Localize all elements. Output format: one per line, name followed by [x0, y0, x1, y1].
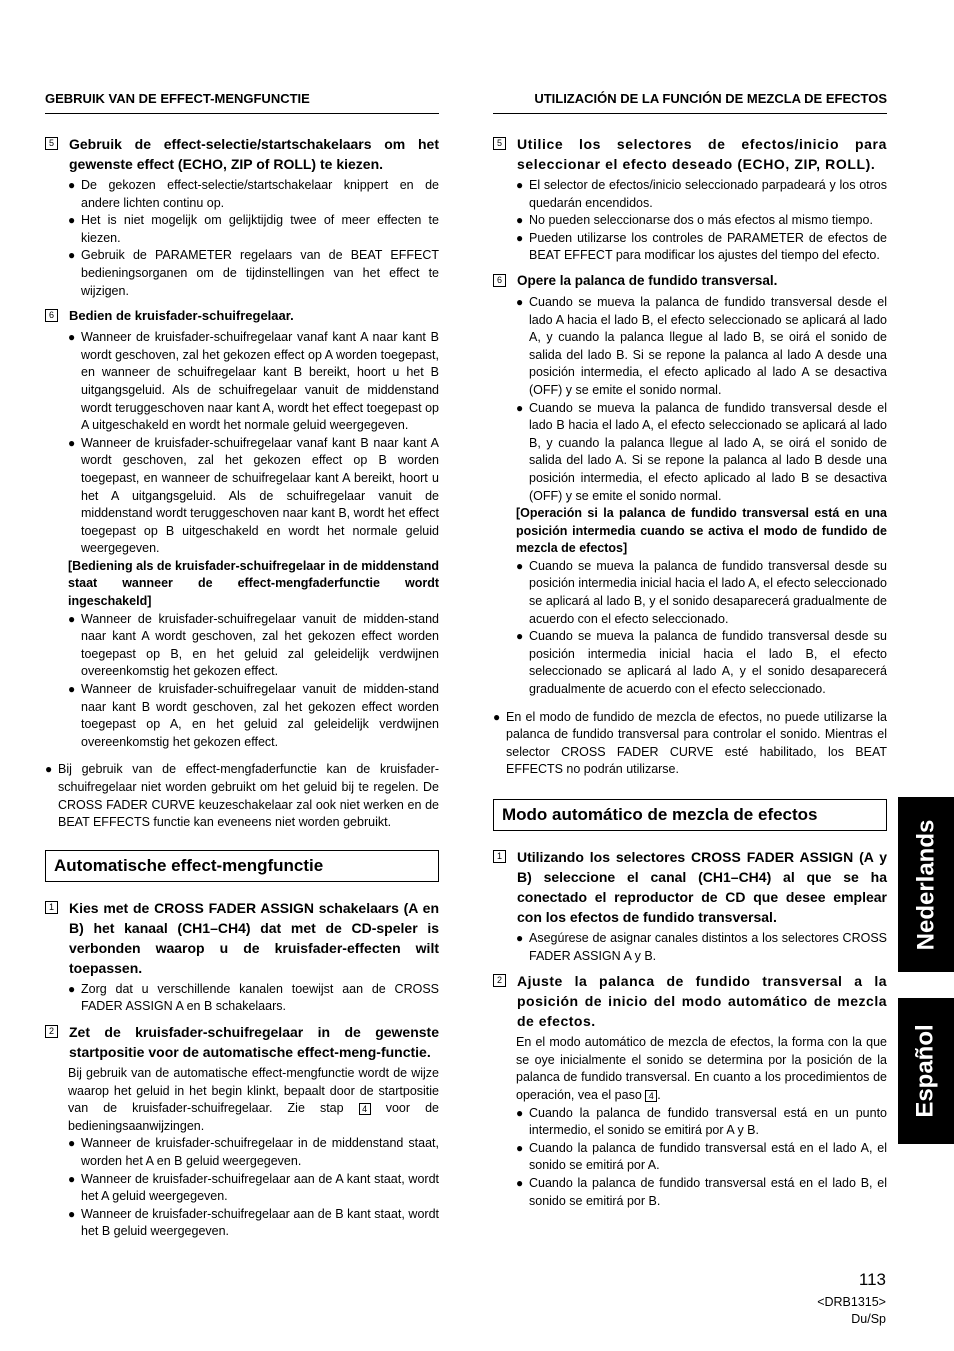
bullet-text: El selector de efectos/inicio seleccionado parpadeará y los otros quedarán encendidos. [529, 178, 887, 210]
bullet [516, 400, 887, 506]
section-header [493, 62, 887, 114]
step-title: Opere la palanca de fundido transversal. [517, 272, 778, 288]
note-text: Bij gebruik van de effect-mengfaderfunctie kan de kruisfader-schuifregelaar niet worden gebruikt om het geluid bij te regelen. De CROSS FADER CURVE keuzeschakelaar zal ook niet werken en de BEAT EFFECTS functie kan eveneens niet worden gebruikt. [58, 762, 439, 830]
step-number: 6 [493, 274, 506, 287]
step-1 [493, 847, 887, 927]
bullet-icon: ● [516, 213, 524, 228]
bullet-text: Cuando la palanca de fundido transversal está en el lado A, el sonido se emitirá por A. [529, 1140, 887, 1173]
note [493, 709, 887, 779]
step-title: Kies met de CROSS FADER ASSIGN schakelaars (A en B) het kanaal (CH1–CH4) dat met de CD-speler is verbonden waarop u de kruisfader-effecten wilt toepassen. [69, 899, 439, 976]
bullet-icon: ● [516, 629, 524, 644]
step-number: 5 [45, 137, 58, 150]
step-5 [493, 134, 887, 174]
bullet [516, 1105, 887, 1140]
bullet-text: Wanneer de kruisfader-schuifregelaar vanuit de midden-stand naar kant B wordt geschoven, zal het gekozen effect worden toegepast op A, en het geluid zal geleidelijk verdwijnen overeenkomstig het gekozen effect. [81, 682, 439, 749]
section-header [45, 62, 439, 114]
bullet-icon: ● [45, 762, 53, 777]
bullet-text: Wanneer de kruisfader-schuifregelaar in de middenstand staat, worden het A en B geluid weergegeven. [81, 1136, 439, 1168]
note-text: En el modo de fundido de mezcla de efectos, no puede utilizarse la palanca de fundido transversal para controlar el sonido. Mientras el selector CROSS FADER CURVE esté habilitado, los BEAT EFFECTS no podrán utilizarse. [506, 709, 887, 777]
bullet [68, 177, 439, 212]
step-1 [45, 898, 439, 978]
bullet-text: Wanneer de kruisfader-schuifregelaar vanaf kant A naar kant B wordt geschoven, zal het gekozen effect op A worden toegepast, en wanneer de schuifregelaar kant B bereikt, hoort u het B uitgangsgeluid. Als de schuifregelaar vanuit de middenstand wordt teruggeschoven naar kant A, wordt het effect toegepast op A uitgeschakeld en wordt het normale geluid weergegeven. [81, 330, 439, 433]
bullet [68, 329, 439, 435]
doc-lang: Du/Sp [851, 1312, 886, 1326]
bullet-text: Cuando se mueva la palanca de fundido transversal desde el lado A hacia el lado B, el efecto seleccionado se aplicará al lado A, y cuando la palanca llegue al lado B, se oirá el sonido de salida del lado B. Si se repone la palanca al lado A desde una posición intermedia, el efecto aplicado al lado A se desactiva (OFF) y se emite el sonido normal. [529, 294, 887, 397]
bullet-icon: ● [516, 558, 524, 573]
subheading: [Bediening als de kruisfader-schuifregelaar in de middenstand staat wanneer de effect-mengfaderfunctie wordt ingeschakeld] [68, 558, 439, 609]
document-code [817, 1294, 886, 1328]
bullet-icon: ● [68, 330, 76, 345]
bullet [516, 177, 887, 212]
bullet-icon: ● [516, 400, 524, 415]
step-title: Bedien de kruisfader-schuifregelaar. [69, 308, 294, 324]
step-6 [493, 271, 887, 291]
para-text: En el modo automático de mezcla de efectos, la forma con la que se oye inicialmente el sonido se determina por la posición de la palanca de fundido transversal. En cuanto a los procedimientos de operación, vea el paso [516, 1035, 887, 1102]
tab-label: Nederlands [912, 819, 939, 950]
bullet-text: Cuando se mueva la palanca de fundido transversal desde su posición intermedia inicial hacia el lado B, el efecto seleccionado se aplicará al lado A, y el sonido desaparecerá gradualmente de acuerdo con el efecto seleccionado. [529, 629, 887, 697]
bullet-icon: ● [493, 709, 501, 724]
bullet-icon: ● [68, 435, 76, 450]
step-2 [493, 971, 887, 1031]
bullet [516, 294, 887, 400]
bullet [516, 1175, 887, 1210]
bullet-text: Wanneer de kruisfader-schuifregelaar aan de A kant staat, wordt het A geluid weergegeven. [81, 1171, 439, 1204]
step-number: 1 [493, 850, 506, 863]
bullet-text: Wanneer de kruisfader-schuifregelaar vanuit de midden-stand naar kant A wordt geschoven, zal het gekozen effect worden toegepast op B, en het geluid zal geleidelijk verdwijnen overeenkomstig het gekozen effect. [81, 611, 439, 679]
para-text: voor de bedieningsaanwijzingen. [68, 1101, 439, 1133]
bullet [516, 212, 887, 230]
bullet-text: De gekozen effect-selectie/startschakelaar knippert en de andere lichten continu op. [81, 178, 439, 210]
bullet [516, 930, 887, 965]
bullet-icon: ● [68, 213, 76, 228]
bullet-icon: ● [68, 1171, 76, 1186]
bullet [516, 628, 887, 698]
bullet-text: Wanneer de kruisfader-schuifregelaar aan de B kant staat, wordt het B geluid weergegeven. [81, 1206, 439, 1239]
bullet-icon: ● [68, 1136, 76, 1151]
step-6 [45, 306, 439, 326]
bullet [68, 611, 439, 681]
bullet-text: Het is niet mogelijk om gelijktijdig twee of meer effecten te kiezen. [81, 213, 439, 245]
bullet [68, 212, 439, 247]
bullet-text: Cuando se mueva la palanca de fundido transversal desde el lado B hacia el lado A, el efecto seleccionado se aplicará al lado B, y cuando la palanca llegue al lado A, se oirá el sonido de salida del lado A. Si se repone la palanca al lado B desde una posición intermedia, el efecto aplicado al lado B se desactiva (OFF) y se emite el sonido normal. [529, 400, 887, 503]
bullet [68, 1206, 439, 1241]
doc-code: <DRB1315> [817, 1295, 886, 1309]
bullet-icon: ● [516, 1105, 524, 1120]
section-title: Automatische effect-mengfunctie [45, 850, 439, 882]
bullet-icon: ● [516, 178, 524, 192]
bullet [68, 681, 439, 751]
bullet-text: Cuando la palanca de fundido transversal está en un punto intermedio, el sonido se emitirá por A y B. [529, 1105, 887, 1138]
step-5 [45, 134, 439, 174]
bullet [516, 1140, 887, 1175]
step-title: Utilizando los selectores CROSS FADER ASSIGN (A y B) seleccione el canal (CH1–CH4) al que se ha conectado el reproductor de CD que desee emplear con los efectos de fundido transversal. [517, 849, 887, 925]
language-tab-espanol [898, 998, 954, 1144]
bullet [516, 230, 887, 265]
bullet-text: Pueden utilizarse los controles de PARAMETER de efectos de BEAT EFFECT para modificar los ajustes del tiempo del efecto. [529, 230, 887, 263]
step-ref: 4 [359, 1103, 371, 1115]
step-2 [45, 1022, 439, 1062]
bullet-text: No pueden seleccionarse dos o más efectos al mismo tiempo. [529, 213, 873, 228]
bullet-text: Asegúrese de asignar canales distintos a los selectores CROSS FADER ASSIGN A y B. [529, 931, 887, 963]
step-number: 6 [45, 309, 58, 322]
bullet-icon: ● [68, 248, 76, 263]
bullet-icon: ● [68, 178, 76, 192]
page-number: 113 [858, 1270, 886, 1289]
bullet-text: Cuando se mueva la palanca de fundido transversal desde su posición intermedia inicial hacia el lado A, el efecto seleccionado se aplicará al lado B, y el sonido desaparecerá gradualmente de acuerdo con el efecto seleccionado. [529, 558, 887, 626]
section-title: Modo automático de mezcla de efectos [493, 799, 887, 831]
bullet-icon: ● [516, 230, 524, 245]
bullet [68, 247, 439, 300]
header-text: UTILIZACIÓN DE LA FUNCIÓN DE MEZCLA DE EFECTOS [534, 91, 887, 106]
language-tab-nederlands [898, 797, 954, 972]
para-text: . [657, 1087, 661, 1102]
header-text: GEBRUIK VAN DE EFFECT-MENGFUNCTIE [45, 91, 310, 106]
bullet [68, 1171, 439, 1206]
bullet-icon: ● [68, 611, 76, 626]
paragraph [68, 1065, 439, 1135]
left-column [45, 62, 439, 1241]
step-title: Gebruik de effect-selectie/startschakelaars om het gewenste effect (ECHO, ZIP of ROLL) te kiezen. [69, 136, 439, 172]
bullet-icon: ● [516, 294, 524, 309]
bullet-text: Gebruik de PARAMETER regelaars van de BEAT EFFECT bedieningsorganen om de tijdinstellingen van het effect te wijzigen. [81, 248, 439, 298]
bullet-text: Zorg dat u verschillende kanalen toewijst aan de CROSS FADER ASSIGN A en B schakelaars. [81, 981, 439, 1014]
bullet [68, 981, 439, 1016]
right-column [493, 62, 887, 1210]
step-title: Ajuste la palanca de fundido transversal a la posición de inicio del modo automático de mezcla de efectos. [517, 973, 887, 1030]
step-number: 2 [493, 974, 506, 987]
bullet-icon: ● [68, 981, 76, 996]
bullet-icon: ● [516, 931, 524, 945]
bullet-icon: ● [68, 1206, 76, 1221]
para-text: Bij gebruik van de automatische effect-mengfunctie wordt de wijze waarop het geluid in het begin klinkt, bepaalt door de startpositie van de kruisfader-schuifregelaar. Zie stap [68, 1065, 439, 1116]
subheading: [Operación si la palanca de fundido transversal está en una posición intermedia cuando se activa el modo de fundido de mezcla de efectos] [516, 506, 887, 556]
bullet [516, 558, 887, 628]
bullet [68, 1135, 439, 1170]
step-number: 2 [45, 1025, 58, 1038]
note [45, 761, 439, 831]
step-title: Utilice los selectores de efectos/inicio para seleccionar el efecto deseado (ECHO, ZIP, ROLL). [517, 136, 887, 172]
step-number: 5 [493, 137, 506, 150]
bullet-text: Wanneer de kruisfader-schuifregelaar vanaf kant B naar kant A wordt geschoven, zal het gekozen effect op B worden toegepast, en wanneer de schuifregelaar kant A bereikt, hoort u het A uitgangsgeluid. Als de schuifregelaar vanuit de middenstand wordt teruggeschoven naar kant B, wordt het effect toegepast op B uitgeschakeld en wordt het normale geluid weergegeven. [81, 435, 439, 556]
step-number: 1 [45, 901, 58, 914]
step-ref: 4 [645, 1090, 657, 1102]
tab-label: Español [912, 1024, 940, 1118]
bullet-icon: ● [68, 682, 76, 697]
bullet [68, 435, 439, 558]
bullet-icon: ● [516, 1175, 524, 1190]
paragraph [516, 1034, 887, 1104]
bullet-icon: ● [516, 1140, 524, 1155]
step-title: Zet de kruisfader-schuifregelaar in de gewenste startpositie voor de automatische effect-meng-functie. [69, 1023, 439, 1060]
bullet-text: Cuando la palanca de fundido transversal está en el lado B, el sonido se emitirá por B. [529, 1175, 887, 1208]
